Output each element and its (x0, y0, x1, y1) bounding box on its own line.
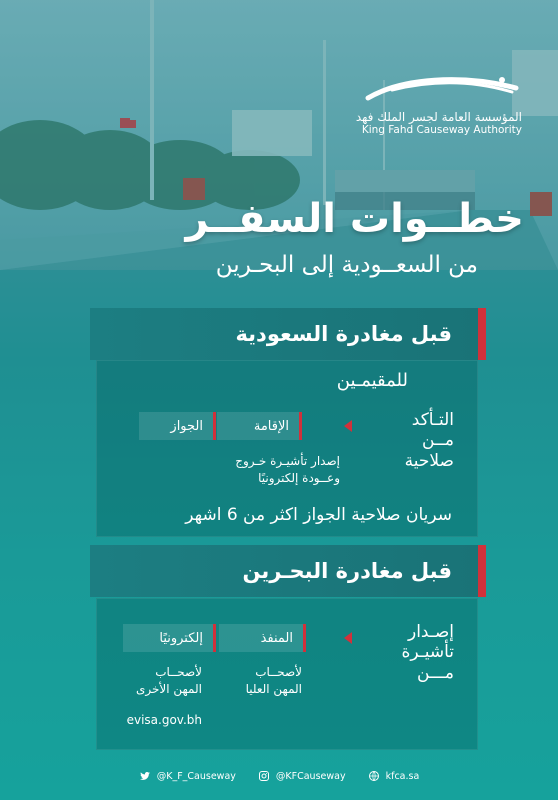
other-professions-text: لأصحــاب المهن الأخرى (135, 665, 202, 696)
for-residents-text: للمقيمـين (336, 370, 408, 391)
section-title-bahrain: قبل مغادرة البحـرين (242, 559, 452, 583)
high-professions-text: لأصحــاب المهن العليا (245, 665, 302, 696)
evisa-link[interactable]: evisa.gov.bh (126, 713, 202, 727)
instagram-icon (258, 770, 270, 782)
logo-org-english: King Fahd Causeway Authority (361, 124, 522, 136)
twitter-handle: @K_F_Causeway (156, 770, 236, 782)
website-url: kfca.sa (385, 770, 420, 782)
twitter-icon (139, 770, 151, 782)
website-icon (368, 770, 380, 782)
tag-electronic: إلكترونيًا (123, 624, 216, 652)
footer-website[interactable] (368, 770, 420, 782)
section-header-saudi (90, 308, 478, 360)
check-validity-text: التـأكد مــن صلاحية (404, 410, 454, 471)
causeway-logo-mark-icon (362, 70, 522, 104)
footer-twitter[interactable] (139, 770, 236, 782)
red-pointer-icon (344, 632, 352, 644)
page-subtitle: من السعــودية إلى البحـرين (215, 252, 478, 278)
section-title-saudi: قبل مغادرة السعودية (235, 322, 452, 346)
red-accent-bar (478, 545, 486, 597)
logo (332, 70, 522, 136)
tag-port: المنفذ (219, 624, 306, 652)
exit-reentry-text: إصدار تأشيـرة خـروج وعــودة إلكترونيًا (235, 454, 340, 485)
red-accent-bar (478, 308, 486, 360)
page-title: خطــوات السفــر (185, 196, 524, 242)
footer (0, 770, 558, 782)
issue-visa-text: إصـدار تأشيـرة مـــن (401, 622, 454, 683)
tag-passport: الجواز (139, 412, 216, 440)
instagram-handle: @KFCauseway (275, 770, 346, 782)
red-pointer-icon (344, 420, 352, 432)
logo-org-arabic: المؤسسة العامة لجسر الملك فهد (355, 110, 522, 124)
passport-validity-text: سريان صلاحية الجواز اكثر من 6 اشهر (185, 505, 452, 525)
section-header-bahrain (90, 545, 478, 597)
footer-instagram[interactable] (258, 770, 346, 782)
tag-residency: الإقامة (217, 412, 302, 440)
